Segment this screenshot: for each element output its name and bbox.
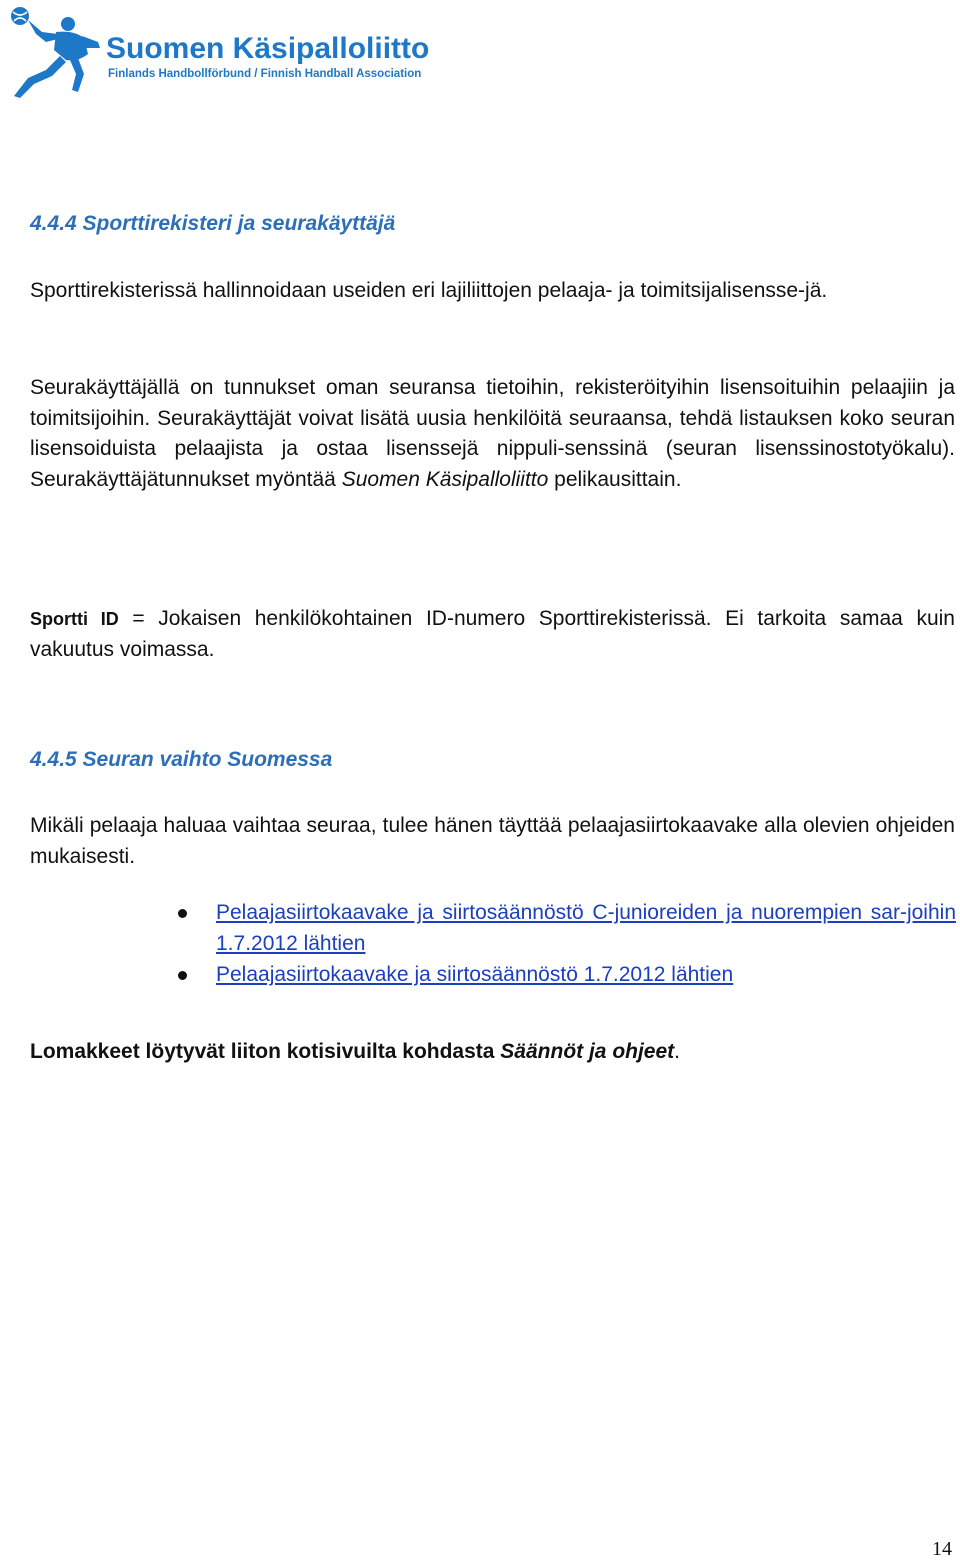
logo-subtitle: Finlands Handbollförbund / Finnish Handball Association — [108, 68, 422, 80]
section-heading-seuran-vaihto: 4.4.5 Seuran vaihto Suomessa — [30, 748, 333, 771]
link-transfer-form-juniors[interactable]: Pelaajasiirtokaavake ja siirtosäännöstö C-junioreiden ja nuorempien sar-joihin 1.7.2012 lähtien — [216, 901, 956, 955]
link-transfer-form[interactable]: Pelaajasiirtokaavake ja siirtosäännöstö 1.7.2012 lähtien — [216, 963, 734, 986]
organisation-name: Suomen Käsipalloliitto — [341, 467, 549, 491]
sportti-id-definition: = Jokaisen henkilökohtainen ID-numero Sporttirekisterissä. Ei tarkoita samaa kuin vakuutus voimassa. — [30, 607, 955, 661]
paragraph-seurakayttaja-text: Seurakäyttäjällä on tunnukset oman seuransa tietoihin, rekisteröityihin lisensoituihin pelaajiin ja toimitsijoihin. Seurakäyttäjät voivat lisätä uusia henkilöitä seuraansa, tehdä listauksen koko seuran lisensoiduista pelaajista ja ostaa lisenssejä nippuli-senssinä (seuran lisenssinostotyökalu). Seurakäyttäjätunnukset myöntää — [30, 376, 955, 491]
list-item — [178, 960, 956, 991]
handball-player-icon — [6, 4, 106, 100]
transfer-form-links — [178, 898, 956, 992]
page-number: 14 — [932, 1538, 952, 1560]
paragraph-sporttirekisteri-intro: Sporttirekisterissä hallinnoidaan useiden eri lajiliittojen pelaaja- ja toimitsijalisensse-jä. — [30, 279, 828, 302]
paragraph-sportti-id — [30, 604, 955, 665]
rules-section-name: Säännöt ja ohjeet — [500, 1040, 675, 1063]
list-item — [178, 898, 956, 959]
bullet-icon — [178, 971, 187, 980]
section-heading-sporttirekisteri: 4.4.4 Sporttirekisteri ja seurakäyttäjä — [30, 212, 396, 235]
logo-title: Suomen Käsipalloliitto — [106, 32, 430, 65]
paragraph-seuran-vaihto: Mikäli pelaaja haluaa vaihtaa seuraa, tulee hänen täyttää pelaajasiirtokaavake alla olevien ohjeiden mukaisesti. — [30, 814, 955, 868]
forms-location-text: Lomakkeet löytyvät liiton kotisivuilta kohdasta — [30, 1040, 501, 1063]
forms-location-period: . — [674, 1040, 681, 1063]
sportti-id-term: Sportti ID — [30, 609, 119, 629]
logo — [6, 4, 446, 100]
forms-location-note — [30, 1040, 680, 1064]
bullet-icon — [178, 909, 187, 918]
paragraph-seurakayttaja-end: pelikausittain. — [548, 467, 682, 491]
paragraph-seurakayttaja — [30, 373, 955, 495]
